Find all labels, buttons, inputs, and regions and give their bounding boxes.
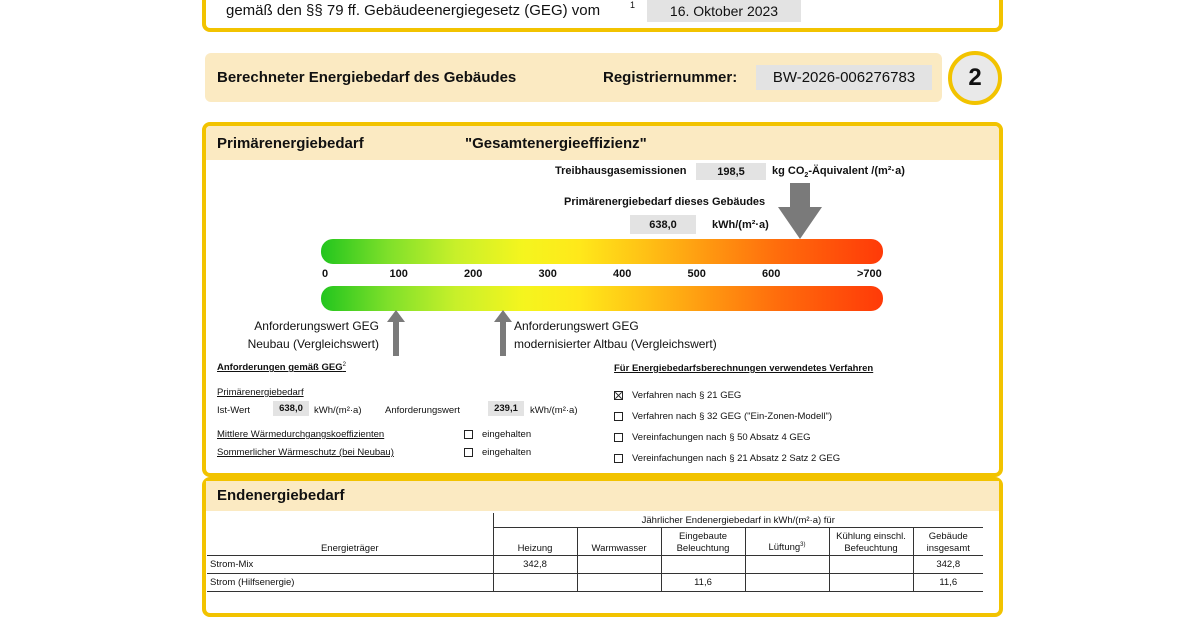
ghg-unit-subscript: 2 xyxy=(804,172,809,180)
final-energy-table xyxy=(207,513,983,592)
value-cell xyxy=(577,555,661,573)
legal-basis-text: gemäß den §§ 79 ff. Gebäudeenergiegesetz (GEG) vom xyxy=(226,2,601,19)
scale-tick-label: 400 xyxy=(613,268,632,280)
col-group-header: Jährlicher Endenergiebedarf in kWh/(m²·a) für xyxy=(493,513,983,527)
method-label: Verfahren nach § 21 GEG xyxy=(632,390,742,401)
methods-heading: Für Energiebedarfsberechnungen verwendetes Verfahren xyxy=(614,363,874,374)
column-header xyxy=(493,527,577,555)
energy-scale-bar-top xyxy=(321,239,883,264)
summer-protection-label: Sommerlicher Wärmeschutz (bei Neubau) xyxy=(217,447,394,458)
ghg-value: 198,5 xyxy=(717,165,745,178)
page-header xyxy=(205,53,942,102)
energy-carrier-cell: Strom (Hilfsenergie) xyxy=(207,573,493,591)
column-header-label: Heizung xyxy=(517,542,553,554)
primary-energy-header xyxy=(206,126,999,160)
scale-tick-label: 500 xyxy=(687,268,706,280)
value-cell: 11,6 xyxy=(913,573,983,591)
ghg-unit-prefix: kg CO xyxy=(772,165,805,177)
page-number: 2 xyxy=(968,64,982,91)
u-value-status: eingehalten xyxy=(482,429,532,440)
overall-efficiency-title: "Gesamtenergieeffizienz" xyxy=(465,135,647,152)
registration-number-field xyxy=(756,65,932,90)
legal-basis-footnote: 1 xyxy=(630,0,636,10)
building-demand-value: 638,0 xyxy=(649,218,677,231)
table-row xyxy=(207,555,983,573)
ghg-value-field xyxy=(696,163,766,180)
requirement-old-line1: Anforderungswert GEG xyxy=(514,319,639,333)
page-number-badge xyxy=(948,51,1002,105)
scale-tick-label: >700 xyxy=(857,268,882,280)
column-header-label: Lüftung xyxy=(768,542,801,554)
registration-label: Registriernummer: xyxy=(603,69,738,86)
value-cell xyxy=(829,555,913,573)
value-cell: 342,8 xyxy=(493,555,577,573)
method-label: Vereinfachungen nach § 50 Absatz 4 GEG xyxy=(632,432,811,443)
requirement-new-building-arrow-icon xyxy=(387,310,405,356)
method-checkbox[interactable] xyxy=(614,454,623,463)
column-header xyxy=(745,527,829,555)
u-value-label: Mittlere Wärmedurchgangskoeffizienten xyxy=(217,429,385,440)
method-checkbox[interactable] xyxy=(614,391,623,400)
requirement-old-line2: modernisierter Altbau (Vergleichswert) xyxy=(514,337,717,351)
scale-tick-label: 300 xyxy=(538,268,557,280)
building-demand-arrow-icon xyxy=(778,183,822,239)
scale-tick-label: 0 xyxy=(322,268,329,280)
scale-tick-label: 200 xyxy=(464,268,483,280)
ghg-unit xyxy=(772,165,905,179)
anforderung-value: 239,1 xyxy=(494,403,518,414)
column-header-label: Gebäude insgesamt xyxy=(926,530,970,554)
value-cell xyxy=(829,573,913,591)
value-cell xyxy=(493,573,577,591)
requirements-heading xyxy=(217,362,346,373)
page-title: Berechneter Energiebedarf des Gebäudes xyxy=(217,69,517,86)
requirement-old-building-arrow-icon xyxy=(494,310,512,356)
ist-value: 638,0 xyxy=(279,403,303,414)
column-header xyxy=(913,527,983,555)
summer-protection-checkbox[interactable] xyxy=(464,448,473,457)
value-cell xyxy=(745,555,829,573)
ghg-label: Treibhausgasemissionen xyxy=(555,165,687,177)
u-value-checkbox[interactable] xyxy=(464,430,473,439)
primary-energy-title: Primärenergiebedarf xyxy=(217,135,364,152)
value-cell xyxy=(745,573,829,591)
column-header xyxy=(661,527,745,555)
method-checkbox[interactable] xyxy=(614,412,623,421)
column-header-label: Eingebaute Beleuchtung xyxy=(676,530,730,554)
table-row xyxy=(207,573,983,591)
col-carrier: Energieträger xyxy=(207,513,493,555)
anforderung-label: Anforderungswert xyxy=(385,405,460,416)
legal-basis-box xyxy=(202,0,1003,32)
requirement-old-building-label xyxy=(514,317,717,353)
requirements-heading-text: Anforderungen gemäß GEG xyxy=(217,362,343,374)
final-energy-header xyxy=(206,481,999,511)
value-cell: 11,6 xyxy=(661,573,745,591)
column-header-label: Kühlung einschl. Befeuchtung xyxy=(836,530,906,554)
anforderung-unit: kWh/(m²·a) xyxy=(530,405,578,416)
value-cell xyxy=(661,555,745,573)
scale-tick-label: 100 xyxy=(389,268,408,280)
ist-unit: kWh/(m²·a) xyxy=(314,405,362,416)
requirement-new-line2: Neubau (Vergleichswert) xyxy=(247,337,379,351)
ghg-unit-suffix: -Äquivalent /(m²·a) xyxy=(808,165,905,177)
column-header xyxy=(829,527,913,555)
energy-carrier-cell: Strom-Mix xyxy=(207,555,493,573)
ist-value-field xyxy=(273,401,309,416)
building-demand-unit: kWh/(m²·a) xyxy=(712,219,769,231)
scale-tick-label: 600 xyxy=(762,268,781,280)
value-cell: 342,8 xyxy=(913,555,983,573)
final-energy-rows xyxy=(207,555,983,591)
law-date: 16. Oktober 2023 xyxy=(669,2,779,19)
column-header xyxy=(577,527,661,555)
method-label: Vereinfachungen nach § 21 Absatz 2 Satz 2 GEG xyxy=(632,453,841,464)
requirement-new-line1: Anforderungswert GEG xyxy=(254,319,379,333)
energy-scale-bar-bottom xyxy=(321,286,883,311)
requirement-new-building-label xyxy=(230,317,379,353)
law-date-field xyxy=(647,0,801,22)
ventilation-note: 3) xyxy=(800,542,806,549)
method-label: Verfahren nach § 32 GEG ("Ein-Zonen-Modell") xyxy=(632,411,833,422)
anforderung-value-field xyxy=(488,401,524,416)
column-header-label: Warmwasser xyxy=(591,542,647,554)
method-checkbox[interactable] xyxy=(614,433,623,442)
building-demand-field xyxy=(630,215,696,234)
value-cell xyxy=(577,573,661,591)
requirements-heading-note: 2 xyxy=(342,362,346,368)
ist-label: Ist-Wert xyxy=(217,405,251,416)
summer-protection-status: eingehalten xyxy=(482,447,532,458)
registration-number: BW-2026-006276783 xyxy=(772,69,916,86)
requirements-subheading: Primärenergiebedarf xyxy=(217,387,304,398)
final-energy-title: Endenergiebedarf xyxy=(217,487,345,504)
building-demand-label: Primärenergiebedarf dieses Gebäudes xyxy=(564,196,766,208)
